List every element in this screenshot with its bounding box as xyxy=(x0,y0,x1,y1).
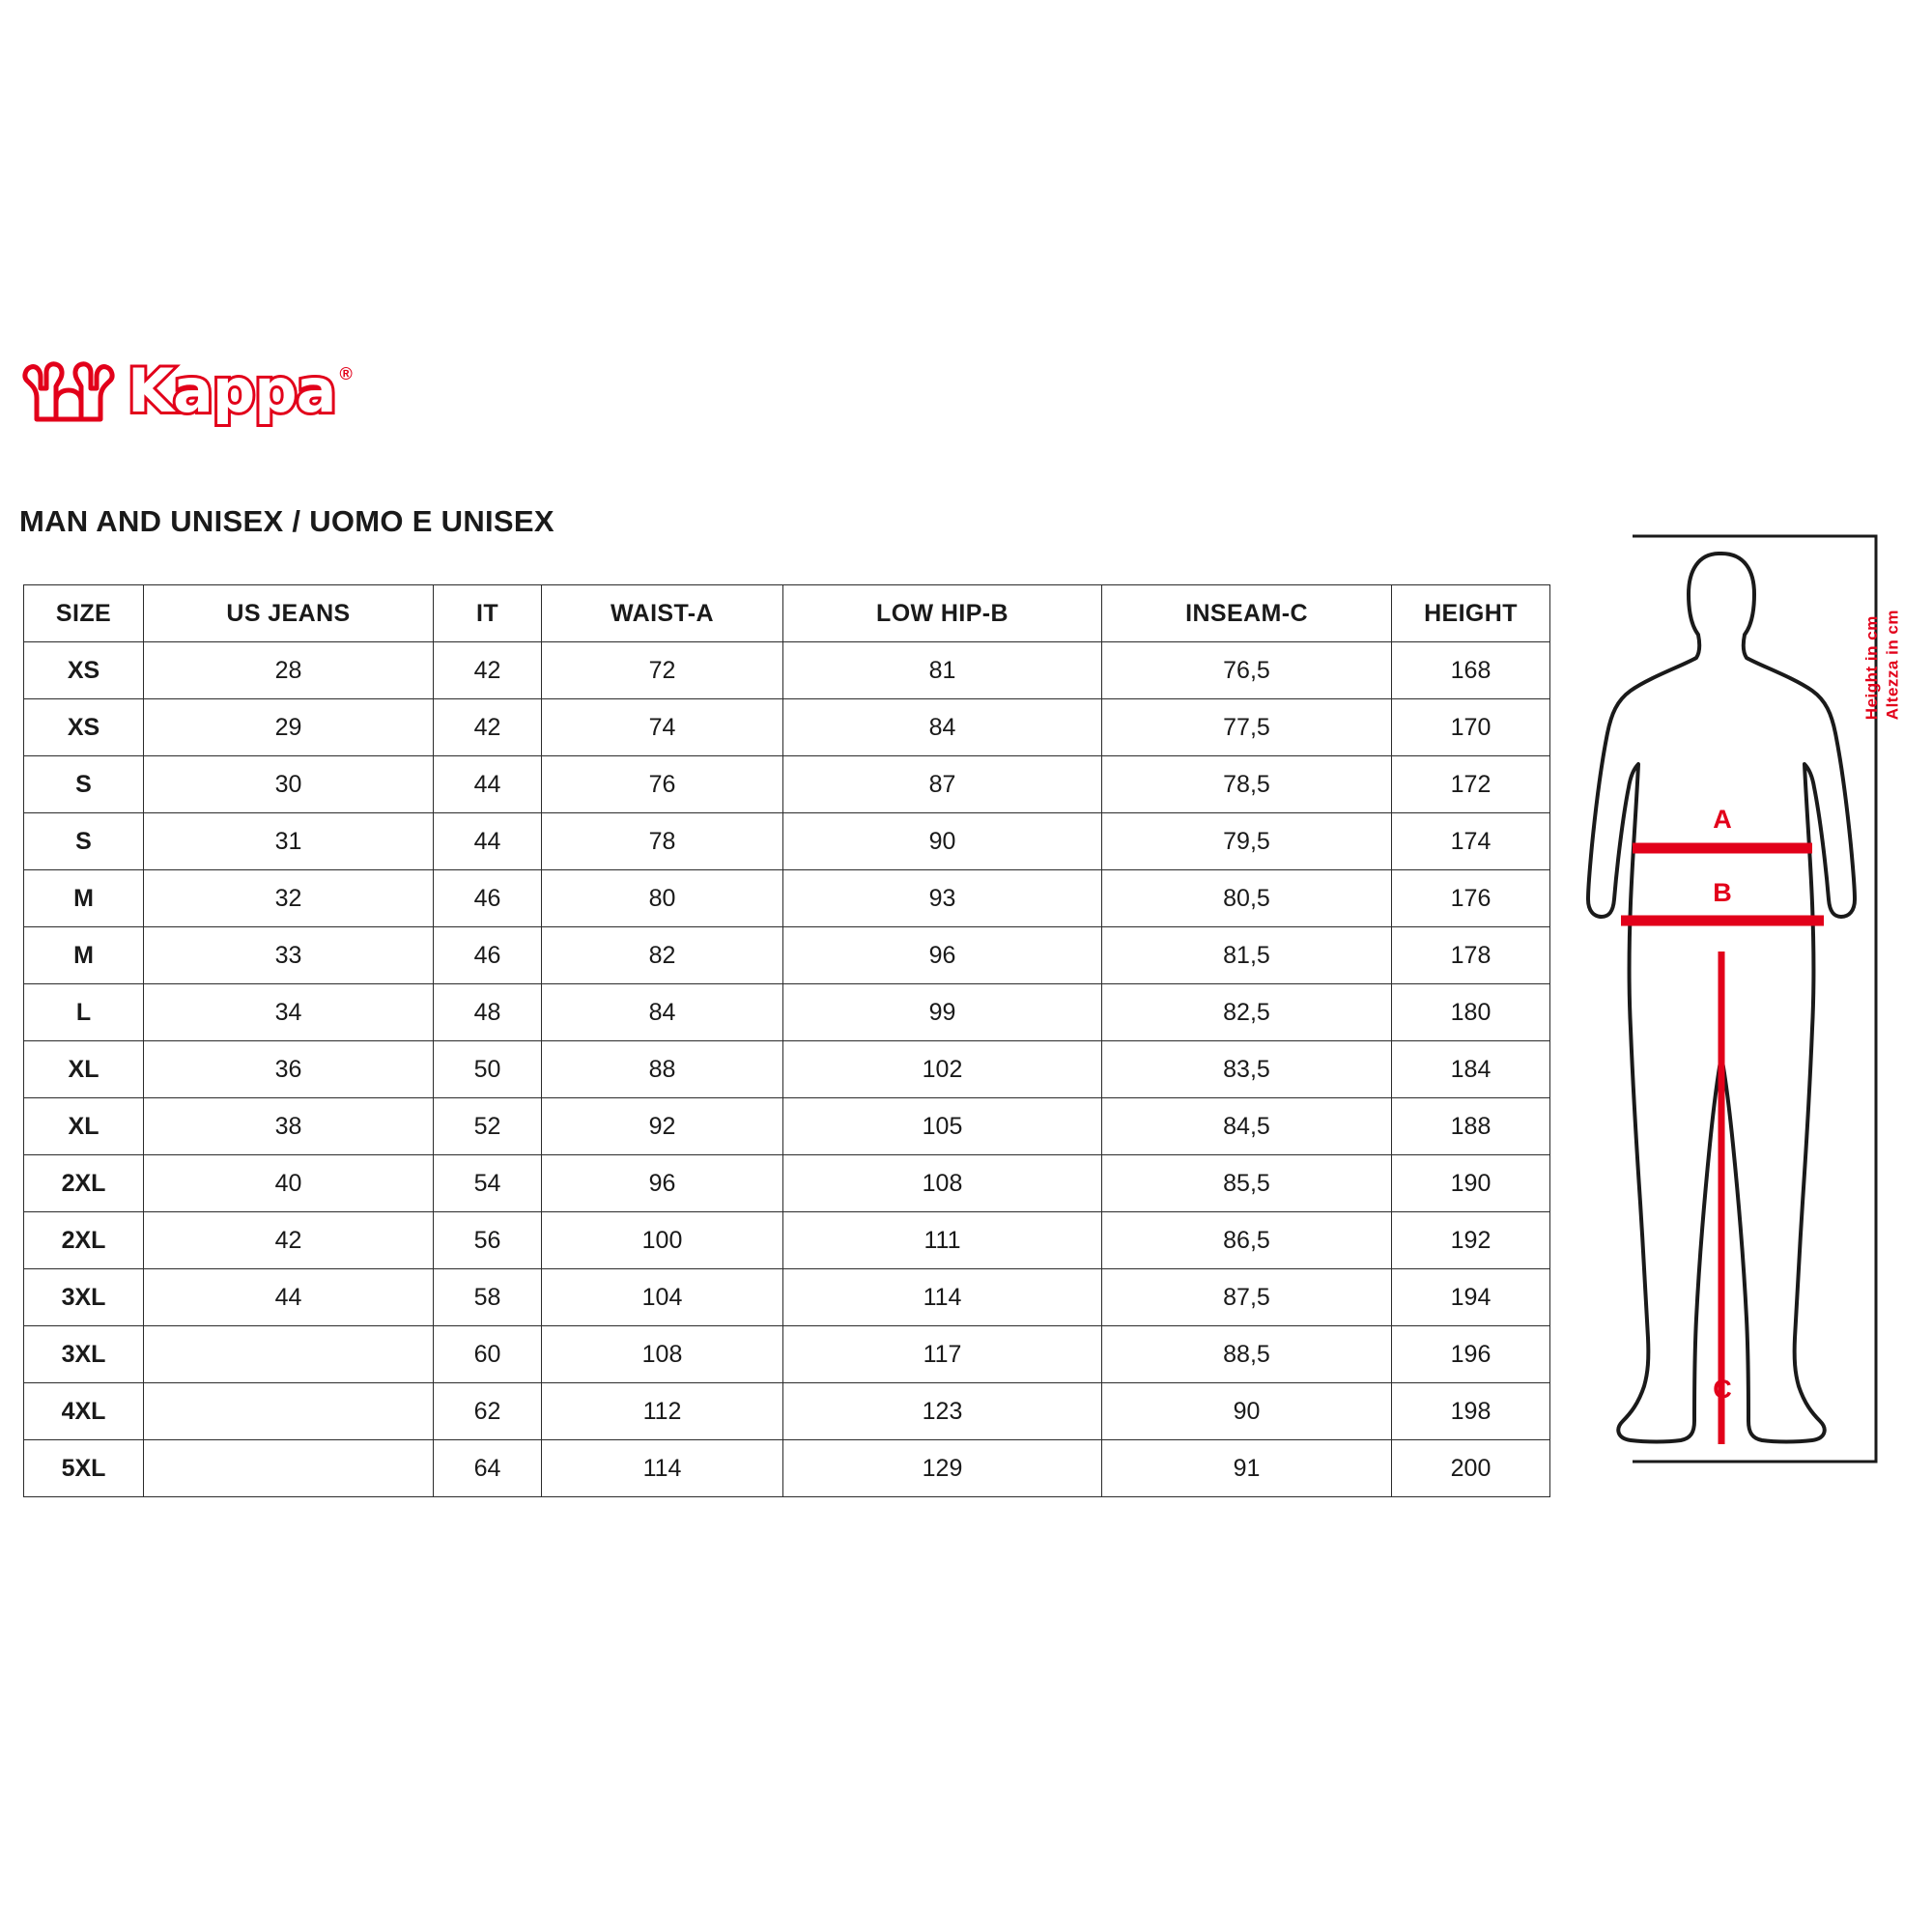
cell-low-hip: 108 xyxy=(783,1155,1102,1212)
table-row xyxy=(24,1212,1550,1269)
cell-waist: 80 xyxy=(542,870,783,927)
brand-name: Kappa xyxy=(128,355,336,426)
cell-low-hip: 117 xyxy=(783,1326,1102,1383)
cell-waist: 92 xyxy=(542,1098,783,1155)
cell-low-hip: 84 xyxy=(783,699,1102,756)
cell-size: 2XL xyxy=(24,1212,144,1269)
measurement-diagram xyxy=(1575,526,1908,1550)
cell-height: 180 xyxy=(1392,984,1550,1041)
registered-mark-icon: ® xyxy=(339,364,353,384)
cell-height: 198 xyxy=(1392,1383,1550,1440)
size-table-container xyxy=(23,584,1549,1497)
cell-height: 174 xyxy=(1392,813,1550,870)
cell-it: 54 xyxy=(434,1155,542,1212)
cell-height: 168 xyxy=(1392,642,1550,699)
table-row xyxy=(24,1383,1550,1440)
cell-us-jeans: 36 xyxy=(144,1041,434,1098)
cell-size: 5XL xyxy=(24,1440,144,1497)
cell-us-jeans: 32 xyxy=(144,870,434,927)
page-title: MAN AND UNISEX / UOMO E UNISEX xyxy=(19,504,554,538)
cell-us-jeans: 31 xyxy=(144,813,434,870)
cell-height: 184 xyxy=(1392,1041,1550,1098)
cell-height: 188 xyxy=(1392,1098,1550,1155)
cell-waist: 112 xyxy=(542,1383,783,1440)
cell-it: 42 xyxy=(434,642,542,699)
height-label-en: Height in cm xyxy=(1861,615,1881,721)
cell-low-hip: 102 xyxy=(783,1041,1102,1098)
cell-inseam: 83,5 xyxy=(1102,1041,1392,1098)
kappa-omini-icon xyxy=(17,359,120,423)
cell-us-jeans: 38 xyxy=(144,1098,434,1155)
column-header-inseam-c: INSEAM-C xyxy=(1102,585,1392,642)
cell-inseam: 91 xyxy=(1102,1440,1392,1497)
cell-waist: 96 xyxy=(542,1155,783,1212)
cell-inseam: 79,5 xyxy=(1102,813,1392,870)
cell-inseam: 86,5 xyxy=(1102,1212,1392,1269)
cell-it: 64 xyxy=(434,1440,542,1497)
table-row xyxy=(24,699,1550,756)
cell-size: M xyxy=(24,927,144,984)
column-header-height: HEIGHT xyxy=(1392,585,1550,642)
cell-waist: 72 xyxy=(542,642,783,699)
cell-us-jeans xyxy=(144,1440,434,1497)
cell-it: 46 xyxy=(434,870,542,927)
cell-size: XL xyxy=(24,1041,144,1098)
cell-us-jeans: 33 xyxy=(144,927,434,984)
cell-low-hip: 123 xyxy=(783,1383,1102,1440)
cell-size: L xyxy=(24,984,144,1041)
table-row xyxy=(24,756,1550,813)
column-header-low-hip-b: LOW HIP-B xyxy=(783,585,1102,642)
table-row xyxy=(24,927,1550,984)
cell-it: 44 xyxy=(434,756,542,813)
marker-a-label: A xyxy=(1713,805,1732,834)
cell-low-hip: 87 xyxy=(783,756,1102,813)
height-label-it: Altezza in cm xyxy=(1882,610,1901,721)
table-row xyxy=(24,1098,1550,1155)
cell-inseam: 88,5 xyxy=(1102,1326,1392,1383)
cell-it: 62 xyxy=(434,1383,542,1440)
cell-us-jeans xyxy=(144,1383,434,1440)
cell-waist: 76 xyxy=(542,756,783,813)
cell-height: 190 xyxy=(1392,1155,1550,1212)
cell-low-hip: 105 xyxy=(783,1098,1102,1155)
cell-inseam: 84,5 xyxy=(1102,1098,1392,1155)
male-body-silhouette-icon xyxy=(1575,526,1908,1550)
height-axis-label xyxy=(1861,610,1903,720)
cell-low-hip: 129 xyxy=(783,1440,1102,1497)
cell-height: 172 xyxy=(1392,756,1550,813)
cell-height: 194 xyxy=(1392,1269,1550,1326)
table-row xyxy=(24,1155,1550,1212)
cell-height: 178 xyxy=(1392,927,1550,984)
column-header-size: SIZE xyxy=(24,585,144,642)
cell-low-hip: 90 xyxy=(783,813,1102,870)
cell-inseam: 85,5 xyxy=(1102,1155,1392,1212)
cell-waist: 100 xyxy=(542,1212,783,1269)
cell-size: XS xyxy=(24,642,144,699)
size-table xyxy=(23,584,1550,1497)
cell-height: 170 xyxy=(1392,699,1550,756)
cell-it: 42 xyxy=(434,699,542,756)
cell-inseam: 90 xyxy=(1102,1383,1392,1440)
cell-us-jeans: 28 xyxy=(144,642,434,699)
cell-size: S xyxy=(24,756,144,813)
cell-inseam: 78,5 xyxy=(1102,756,1392,813)
cell-height: 192 xyxy=(1392,1212,1550,1269)
cell-low-hip: 93 xyxy=(783,870,1102,927)
cell-inseam: 77,5 xyxy=(1102,699,1392,756)
cell-waist: 78 xyxy=(542,813,783,870)
cell-inseam: 80,5 xyxy=(1102,870,1392,927)
cell-us-jeans: 40 xyxy=(144,1155,434,1212)
cell-inseam: 76,5 xyxy=(1102,642,1392,699)
cell-size: M xyxy=(24,870,144,927)
cell-us-jeans: 44 xyxy=(144,1269,434,1326)
cell-low-hip: 81 xyxy=(783,642,1102,699)
table-row xyxy=(24,1326,1550,1383)
cell-waist: 104 xyxy=(542,1269,783,1326)
table-row xyxy=(24,813,1550,870)
cell-inseam: 81,5 xyxy=(1102,927,1392,984)
table-row xyxy=(24,1269,1550,1326)
cell-size: 3XL xyxy=(24,1269,144,1326)
column-header-us-jeans: US JEANS xyxy=(144,585,434,642)
cell-inseam: 82,5 xyxy=(1102,984,1392,1041)
cell-low-hip: 99 xyxy=(783,984,1102,1041)
cell-it: 52 xyxy=(434,1098,542,1155)
cell-height: 196 xyxy=(1392,1326,1550,1383)
cell-us-jeans: 30 xyxy=(144,756,434,813)
cell-size: 4XL xyxy=(24,1383,144,1440)
cell-waist: 108 xyxy=(542,1326,783,1383)
cell-low-hip: 114 xyxy=(783,1269,1102,1326)
cell-height: 176 xyxy=(1392,870,1550,927)
cell-waist: 74 xyxy=(542,699,783,756)
cell-inseam: 87,5 xyxy=(1102,1269,1392,1326)
cell-it: 46 xyxy=(434,927,542,984)
cell-low-hip: 96 xyxy=(783,927,1102,984)
cell-size: 3XL xyxy=(24,1326,144,1383)
table-body xyxy=(24,642,1550,1497)
cell-waist: 88 xyxy=(542,1041,783,1098)
cell-us-jeans xyxy=(144,1326,434,1383)
cell-it: 56 xyxy=(434,1212,542,1269)
table-row xyxy=(24,1440,1550,1497)
cell-waist: 82 xyxy=(542,927,783,984)
cell-height: 200 xyxy=(1392,1440,1550,1497)
table-header-row xyxy=(24,585,1550,642)
table-row xyxy=(24,870,1550,927)
cell-size: XL xyxy=(24,1098,144,1155)
cell-us-jeans: 34 xyxy=(144,984,434,1041)
cell-it: 58 xyxy=(434,1269,542,1326)
cell-it: 50 xyxy=(434,1041,542,1098)
column-header-it: IT xyxy=(434,585,542,642)
kappa-logo xyxy=(17,353,539,430)
cell-it: 44 xyxy=(434,813,542,870)
cell-low-hip: 111 xyxy=(783,1212,1102,1269)
cell-waist: 84 xyxy=(542,984,783,1041)
cell-it: 48 xyxy=(434,984,542,1041)
cell-it: 60 xyxy=(434,1326,542,1383)
cell-size: 2XL xyxy=(24,1155,144,1212)
marker-b-label: B xyxy=(1713,878,1732,907)
marker-c-label: C xyxy=(1713,1375,1732,1404)
cell-size: XS xyxy=(24,699,144,756)
cell-us-jeans: 29 xyxy=(144,699,434,756)
table-row xyxy=(24,1041,1550,1098)
table-row xyxy=(24,984,1550,1041)
cell-waist: 114 xyxy=(542,1440,783,1497)
table-row xyxy=(24,642,1550,699)
column-header-waist-a: WAIST-A xyxy=(542,585,783,642)
cell-size: S xyxy=(24,813,144,870)
cell-us-jeans: 42 xyxy=(144,1212,434,1269)
